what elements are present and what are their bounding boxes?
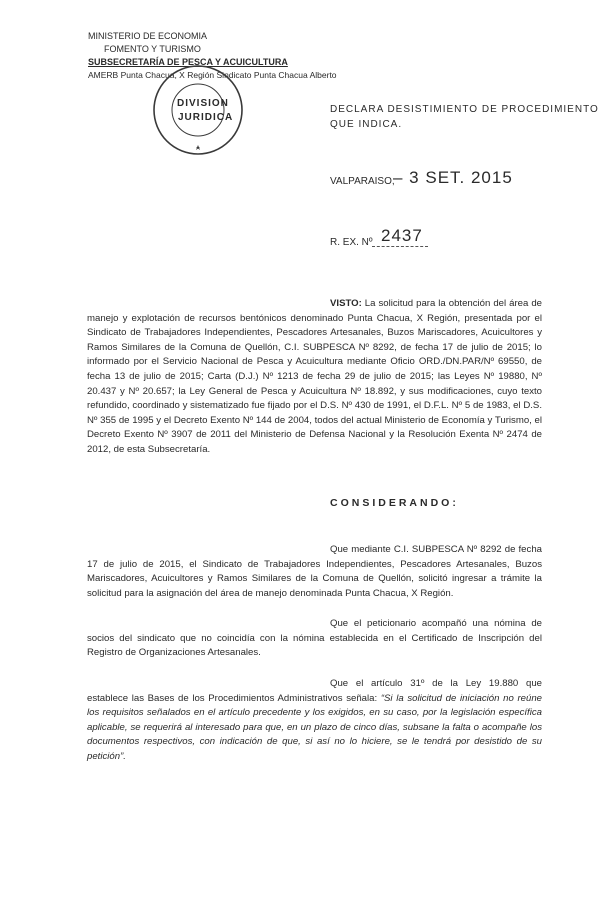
visto-paragraph	[87, 297, 542, 458]
header-subsecretaria: SUBSECRETARÍA DE PESCA Y ACUICULTURA	[88, 57, 288, 67]
division-juridica-stamp	[150, 62, 246, 158]
header-ministry: MINISTERIO DE ECONOMIA	[88, 31, 208, 41]
paragraph-3-intro: Que el artículo 31º de la Ley 19.880 que establece las Bases de los Procedimientos Administrativos señala:	[87, 678, 542, 704]
considerando-paragraph-1: Que mediante C.I. SUBPESCA Nº 8292 de fecha 17 de julio de 2015, el Sindicato de Trabajadores Independientes, Pescadores Artesanales, Buzos Mariscadores, Acuicultores y Ramos Similares de la Comuna de Quellón, solicitó ingresar a trámite la solicitud para la asignación del área de manejo denominada Punta Chacua, X Región.	[87, 544, 542, 599]
reference-line-2: QUE INDICA.	[330, 119, 403, 130]
header-ministry-sub: FOMENTO Y TURISMO	[104, 44, 201, 54]
date-place: VALPARAISO,	[330, 176, 395, 187]
visto-text: La solicitud para la obtención del área de manejo y explotación de recursos bentónicos denominado Punta Chacua, X Región, presentada por el Sindicato de Trabajadores Independientes, Pescadores Artesanales, Buzos Mariscadores, Acuicultores y Ramos Similares de la Comuna de Quellón, C.I. SUBPESCA Nº 8292, de fecha 17 de julio de 2015; lo informado por el Servicio Nacional de Pesca y Acuicultura mediante Oficio ORD./DN.PAR/Nº 69550, de fecha 13 de julio de 2015; Carta (D.J.) Nº 1213 de fecha 29 de julio de 2015; las Leyes Nº 19880, Nº 20.437 y Nº 20.657; la Ley General de Pesca y Acuicultura Nº 18.892, y sus modificaciones, cuyo texto refundido, coordinado y sistematizado fue fijado por el D.S. Nº 430 de 1991, el D.F.L. Nº 5 de 1983, el D.S. Nº 355 de 1995 y el Decreto Exento Nº 144 de 2004, todos del actual Ministerio de Economía y Turismo, el Decreto Exento Nº 3907 de 2011 del Ministerio de Defensa Nacional y la Resolución Exenta Nº 2474 de 2012, de esta Subsecretaría.	[87, 298, 542, 455]
considerando-paragraph-3	[87, 677, 542, 765]
stamp-seal	[150, 62, 246, 158]
header-amerb: AMERB Punta Chacua, X Región Sindicato Punta Chacua Alberto	[88, 70, 337, 80]
paragraph-3-quote: “Si la solicitud de iniciación no reúne los requisitos señalados en el artículo precedente y los exigidos, en su caso, por la legislación específica aplicable, se requerirá al interesado para que, en un plazo de cinco días, subsane la falta o acompañe los documentos respectivos, con indicación de que, si así no lo hiciere, se le tendrá por desistido de su petición”.	[87, 692, 543, 762]
date-value: – 3 SET. 2015	[393, 168, 513, 187]
stamp-text-top: DIVISION	[177, 98, 229, 109]
resolution-number: 2437	[381, 226, 423, 245]
resolution-underline	[372, 246, 428, 247]
resolution-label: R. EX. Nº	[330, 237, 373, 248]
stamp-text-bottom: JURIDICA	[178, 112, 234, 123]
considerando-paragraph-2: Que el peticionario acompañó una nómina de socios del sindicato que no coincidía con la nómina establecida en el Certificado de Inscripción del Registro de Organizaciones Artesanales.	[87, 618, 542, 659]
visto-label: VISTO:	[330, 298, 362, 309]
reference-line-1: DECLARA DESISTIMIENTO DE PROCEDIMIENTO	[330, 104, 599, 115]
considerando-heading: CONSIDERANDO:	[330, 497, 459, 509]
